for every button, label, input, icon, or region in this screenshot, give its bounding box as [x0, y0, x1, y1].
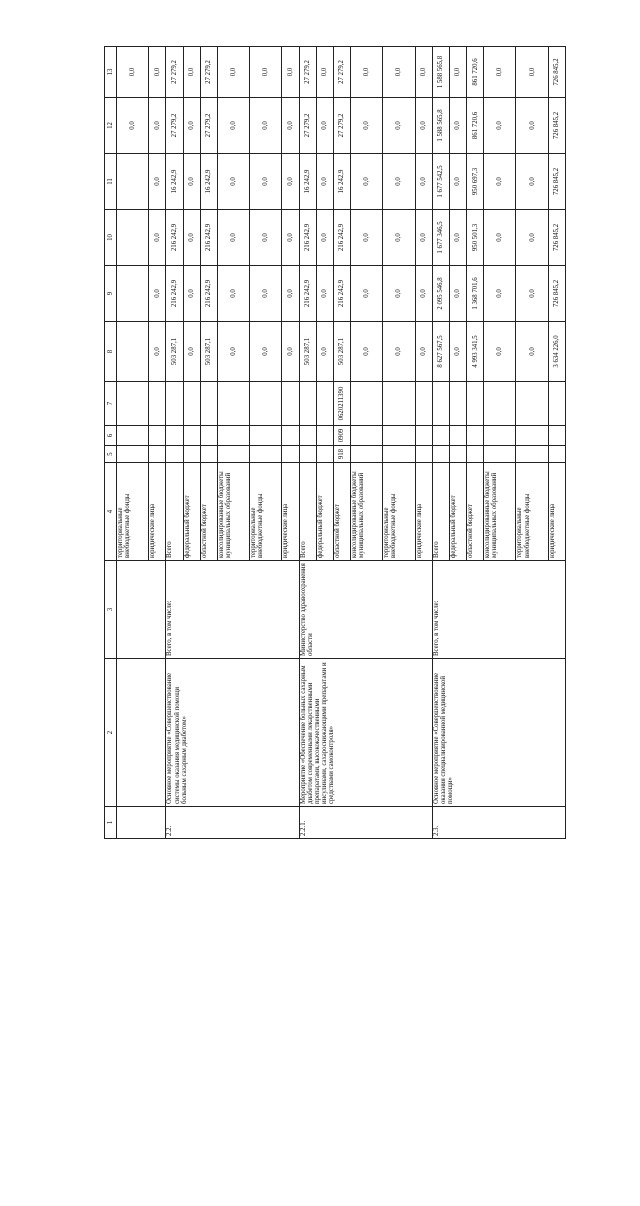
value-cell: 0,0: [250, 322, 282, 382]
funding-source: федеральный бюджет: [183, 463, 200, 561]
value-cell: [117, 266, 149, 322]
value-cell: 0,0: [415, 210, 432, 266]
empty-cell: [432, 382, 449, 426]
empty-cell: [432, 446, 449, 463]
value-cell: 0,0: [149, 210, 166, 266]
empty-cell: [117, 561, 166, 659]
value-cell: 216 242,9: [166, 266, 183, 322]
value-cell: 0,0: [217, 154, 249, 210]
item-name: Мероприятие «Обеспечение больных сахарным диабетом современными лекарственными препаратами, высококачественными инсулинами, сахароснижающими препаратами и средствами самоконтроля»: [299, 659, 432, 807]
funding-source: областной бюджет: [333, 463, 350, 561]
funding-source: территориальные внебюджетные фонды: [383, 463, 415, 561]
empty-cell: [432, 426, 449, 446]
empty-cell: [449, 426, 466, 446]
empty-cell: [548, 382, 565, 426]
executor: Всего, в том числе:: [432, 561, 565, 659]
empty-cell: [316, 446, 333, 463]
value-cell: 1 588 565,8: [432, 98, 449, 154]
value-cell: 503 287,1: [166, 322, 183, 382]
value-cell: 0,0: [484, 47, 516, 98]
empty-cell: [183, 446, 200, 463]
value-cell: 0,0: [250, 266, 282, 322]
funding-source: Всего: [166, 463, 183, 561]
value-cell: 503 287,1: [333, 322, 350, 382]
empty-cell: [351, 382, 383, 426]
value-cell: 16 242,9: [166, 154, 183, 210]
value-cell: 27 279,2: [200, 98, 217, 154]
empty-cell: [149, 426, 166, 446]
value-cell: 726 845,2: [548, 98, 565, 154]
value-cell: 0,0: [316, 98, 333, 154]
value-cell: 0,0: [316, 322, 333, 382]
value-cell: 726 845,2: [548, 266, 565, 322]
value-cell: 0,0: [383, 154, 415, 210]
value-cell: 503 287,1: [299, 322, 316, 382]
value-cell: 16 242,9: [333, 154, 350, 210]
funding-source: территориальные внебюджетные фонды: [117, 463, 149, 561]
value-cell: 27 279,2: [333, 98, 350, 154]
empty-cell: [183, 382, 200, 426]
value-cell: 0,0: [282, 266, 299, 322]
value-cell: 0,0: [415, 98, 432, 154]
empty-cell: [484, 426, 516, 446]
value-cell: 0,0: [217, 266, 249, 322]
value-cell: 8 627 567,5: [432, 322, 449, 382]
empty-cell: [316, 426, 333, 446]
value-cell: 0,0: [516, 47, 548, 98]
value-cell: 0,0: [282, 47, 299, 98]
funding-source: консолидированные бюджеты муниципальных образований: [351, 463, 383, 561]
value-cell: 0,0: [383, 266, 415, 322]
value-cell: 0,0: [117, 47, 149, 98]
header-cell: 5: [105, 446, 117, 463]
empty-cell: [117, 659, 166, 807]
value-cell: 0,0: [415, 47, 432, 98]
header-cell: 9: [105, 266, 117, 322]
rotated-table-wrapper: [104, 47, 566, 839]
value-cell: 216 242,9: [200, 210, 217, 266]
header-cell: 2: [105, 659, 117, 807]
empty-cell: [117, 426, 149, 446]
empty-cell: [516, 382, 548, 426]
table-stage: [104, 47, 566, 839]
empty-cell: [166, 426, 183, 446]
empty-cell: [166, 446, 183, 463]
empty-cell: [548, 426, 565, 446]
item-number: 2.2.1.: [299, 807, 432, 839]
value-cell: 0,0: [449, 322, 466, 382]
value-cell: 861 720,6: [467, 47, 484, 98]
value-cell: 0,0: [415, 322, 432, 382]
table-row: [117, 47, 149, 839]
funding-source: Всего: [299, 463, 316, 561]
value-cell: 27 279,2: [166, 47, 183, 98]
funding-source: федеральный бюджет: [316, 463, 333, 561]
empty-cell: [316, 382, 333, 426]
value-cell: 0,0: [516, 266, 548, 322]
empty-cell: [516, 426, 548, 446]
empty-cell: [282, 382, 299, 426]
value-cell: 0,0: [183, 47, 200, 98]
value-cell: 216 242,9: [333, 210, 350, 266]
empty-cell: [183, 426, 200, 446]
empty-cell: [383, 446, 415, 463]
empty-cell: [449, 382, 466, 426]
budget-table: [104, 46, 566, 839]
value-cell: 0,0: [316, 266, 333, 322]
value-cell: 0,0: [183, 322, 200, 382]
value-cell: 0,0: [449, 266, 466, 322]
funding-source: юридические лица: [149, 463, 166, 561]
item-name: Основное мероприятие «Совершенствование системы оказания медицинской помощи больным сахарным диабетом»: [166, 659, 299, 807]
value-cell: 0,0: [516, 210, 548, 266]
value-cell: 0,0: [516, 154, 548, 210]
value-cell: 0,0: [351, 266, 383, 322]
value-cell: 27 279,2: [299, 47, 316, 98]
empty-cell: [282, 426, 299, 446]
value-cell: 726 845,2: [548, 47, 565, 98]
empty-cell: [217, 426, 249, 446]
empty-cell: [149, 446, 166, 463]
value-cell: 0,0: [282, 210, 299, 266]
item-name: Основное мероприятие «Совершенствование оказания специализированной медицинской помощи»: [432, 659, 565, 807]
value-cell: 0,0: [250, 154, 282, 210]
funding-source: территориальные внебюджетные фонды: [516, 463, 548, 561]
value-cell: 0,0: [484, 210, 516, 266]
funding-source: консолидированные бюджеты муниципальных образований: [484, 463, 516, 561]
value-cell: 0,0: [449, 98, 466, 154]
value-cell: 0,0: [516, 98, 548, 154]
value-cell: 0,0: [149, 322, 166, 382]
value-cell: 503 287,1: [200, 322, 217, 382]
code-csr: 0620211390: [333, 382, 350, 426]
empty-cell: [516, 446, 548, 463]
empty-cell: [449, 446, 466, 463]
empty-cell: [415, 426, 432, 446]
value-cell: 0,0: [149, 98, 166, 154]
value-cell: 0,0: [484, 322, 516, 382]
empty-cell: [299, 382, 316, 426]
header-cell: 7: [105, 382, 117, 426]
value-cell: 0,0: [316, 210, 333, 266]
empty-cell: [548, 446, 565, 463]
value-cell: 0,0: [316, 154, 333, 210]
empty-cell: [484, 446, 516, 463]
code-rz: 0909: [333, 426, 350, 446]
value-cell: 1 677 542,5: [432, 154, 449, 210]
empty-cell: [351, 446, 383, 463]
empty-cell: [383, 382, 415, 426]
item-number: 2.2.: [166, 807, 299, 839]
table-row: [432, 47, 449, 839]
value-cell: 0,0: [484, 266, 516, 322]
empty-cell: [166, 382, 183, 426]
value-cell: 726 845,2: [548, 154, 565, 210]
value-cell: 0,0: [149, 47, 166, 98]
value-cell: 0,0: [250, 47, 282, 98]
value-cell: 0,0: [351, 154, 383, 210]
funding-source: консолидированные бюджеты муниципальных образований: [217, 463, 249, 561]
table-row: [166, 47, 183, 839]
funding-source: федеральный бюджет: [449, 463, 466, 561]
empty-cell: [149, 382, 166, 426]
value-cell: 950 697,3: [467, 154, 484, 210]
value-cell: 0,0: [383, 98, 415, 154]
funding-source: юридические лица: [282, 463, 299, 561]
empty-cell: [117, 446, 149, 463]
value-cell: 0,0: [217, 322, 249, 382]
header-cell: 12: [105, 98, 117, 154]
value-cell: 27 279,2: [200, 47, 217, 98]
value-cell: 0,0: [383, 322, 415, 382]
header-cell: 13: [105, 47, 117, 98]
item-number: 2.3.: [432, 807, 565, 839]
value-cell: 0,0: [316, 47, 333, 98]
value-cell: 27 279,2: [333, 47, 350, 98]
value-cell: 216 242,9: [166, 210, 183, 266]
value-cell: 0,0: [282, 322, 299, 382]
value-cell: 0,0: [383, 210, 415, 266]
value-cell: 0,0: [449, 154, 466, 210]
empty-cell: [299, 446, 316, 463]
funding-source: юридические лица: [415, 463, 432, 561]
empty-cell: [415, 382, 432, 426]
value-cell: 27 279,2: [299, 98, 316, 154]
code-csr: [200, 382, 217, 426]
empty-cell: [351, 426, 383, 446]
empty-cell: [217, 382, 249, 426]
empty-cell: [117, 382, 149, 426]
value-cell: 0,0: [217, 47, 249, 98]
header-cell: 3: [105, 561, 117, 659]
empty-cell: [415, 446, 432, 463]
header-cell: 8: [105, 322, 117, 382]
header-cell: 1: [105, 807, 117, 839]
empty-cell: [250, 426, 282, 446]
value-cell: 0,0: [183, 154, 200, 210]
value-cell: 0,0: [117, 98, 149, 154]
value-cell: [117, 210, 149, 266]
value-cell: 0,0: [383, 47, 415, 98]
empty-cell: [250, 446, 282, 463]
code-gr: [200, 446, 217, 463]
value-cell: 0,0: [351, 47, 383, 98]
value-cell: 0,0: [250, 98, 282, 154]
funding-source: юридические лица: [548, 463, 565, 561]
value-cell: 0,0: [415, 154, 432, 210]
value-cell: 0,0: [516, 322, 548, 382]
value-cell: 0,0: [250, 210, 282, 266]
value-cell: 0,0: [149, 266, 166, 322]
value-cell: 216 242,9: [299, 266, 316, 322]
value-cell: 0,0: [449, 210, 466, 266]
value-cell: [117, 322, 149, 382]
value-cell: 0,0: [351, 210, 383, 266]
header-cell: 6: [105, 426, 117, 446]
value-cell: 0,0: [183, 98, 200, 154]
funding-source: областной бюджет: [200, 463, 217, 561]
funding-source: территориальные внебюджетные фонды: [250, 463, 282, 561]
value-cell: 1 588 565,8: [432, 47, 449, 98]
table-row: [299, 47, 316, 839]
value-cell: 216 242,9: [200, 266, 217, 322]
value-cell: 16 242,9: [200, 154, 217, 210]
header-row: [105, 47, 117, 839]
value-cell: 1 677 346,5: [432, 210, 449, 266]
value-cell: 950 501,3: [467, 210, 484, 266]
executor: Всего, в том числе:: [166, 561, 299, 659]
code-gr: [467, 446, 484, 463]
code-rz: [200, 426, 217, 446]
value-cell: 0,0: [484, 154, 516, 210]
value-cell: 216 242,9: [333, 266, 350, 322]
header-cell: 10: [105, 210, 117, 266]
value-cell: 0,0: [449, 47, 466, 98]
funding-source: областной бюджет: [467, 463, 484, 561]
value-cell: 0,0: [351, 322, 383, 382]
empty-cell: [117, 807, 166, 839]
value-cell: 2 095 546,8: [432, 266, 449, 322]
value-cell: 3 634 226,0: [548, 322, 565, 382]
value-cell: 0,0: [351, 98, 383, 154]
funding-source: Всего: [432, 463, 449, 561]
code-gr: 918: [333, 446, 350, 463]
value-cell: 0,0: [183, 266, 200, 322]
value-cell: [117, 154, 149, 210]
header-cell: 11: [105, 154, 117, 210]
executor: Министерство здравоохранения области: [299, 561, 432, 659]
empty-cell: [383, 426, 415, 446]
empty-cell: [484, 382, 516, 426]
value-cell: 0,0: [415, 266, 432, 322]
empty-cell: [217, 446, 249, 463]
empty-cell: [250, 382, 282, 426]
value-cell: 0,0: [183, 210, 200, 266]
value-cell: 27 279,2: [166, 98, 183, 154]
code-rz: [467, 426, 484, 446]
value-cell: 0,0: [282, 154, 299, 210]
value-cell: 216 242,9: [299, 210, 316, 266]
code-csr: [467, 382, 484, 426]
value-cell: 0,0: [217, 210, 249, 266]
value-cell: 726 845,2: [548, 210, 565, 266]
value-cell: 16 242,9: [299, 154, 316, 210]
value-cell: 4 993 341,5: [467, 322, 484, 382]
value-cell: 861 720,6: [467, 98, 484, 154]
value-cell: 1 368 701,6: [467, 266, 484, 322]
value-cell: 0,0: [282, 98, 299, 154]
value-cell: 0,0: [149, 154, 166, 210]
empty-cell: [299, 426, 316, 446]
header-cell: 4: [105, 463, 117, 561]
value-cell: 0,0: [217, 98, 249, 154]
value-cell: 0,0: [484, 98, 516, 154]
empty-cell: [282, 446, 299, 463]
